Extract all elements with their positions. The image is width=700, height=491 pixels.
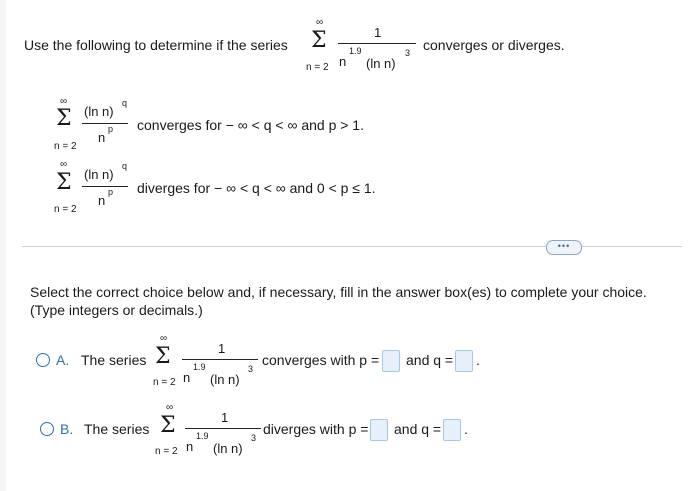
choice-b-verb: diverges with p = (263, 421, 369, 437)
series-ln-part: (ln n) (213, 441, 243, 456)
series-numerator: 1 (221, 410, 229, 425)
more-options-button[interactable]: ••• (546, 240, 582, 255)
left-edge (0, 0, 6, 491)
series-n-base: n (339, 54, 347, 69)
fact-numerator-exponent: q (122, 161, 128, 171)
fact-text: converges for − ∞ < q < ∞ and p > 1. (137, 117, 364, 133)
instructions-line-2: (Type integers or decimals.) (30, 302, 203, 318)
choice-a-p-input[interactable] (382, 350, 400, 372)
summation-icon: Σ (56, 170, 72, 195)
fact-denominator-exponent: p (108, 124, 114, 134)
series-lower-limit: n = 2 (155, 446, 178, 457)
series-n-exponent: 1.9 (349, 46, 362, 56)
fact-numerator-exponent: q (122, 98, 128, 108)
fact-lower-limit: n = 2 (54, 141, 77, 152)
choice-a-verb: converges with p = (262, 352, 380, 368)
fact-upper-limit: ∞ (60, 159, 68, 170)
series-numerator: 1 (374, 25, 382, 40)
series-ln-exponent: 3 (248, 364, 254, 374)
fraction-bar (185, 428, 261, 429)
fraction-bar (82, 186, 128, 187)
series-upper-limit: ∞ (166, 402, 174, 413)
series-n-base: n (183, 370, 191, 385)
choice-a-lead: The series (81, 352, 147, 368)
summation-icon: Σ (311, 28, 327, 53)
series-lower-limit: n = 2 (153, 377, 176, 388)
summation-icon: Σ (160, 413, 176, 438)
choice-b-q-input[interactable] (443, 419, 461, 441)
series-ln-exponent: 3 (251, 433, 257, 443)
fact-numerator-base: (ln n) (84, 167, 114, 182)
series-ln-exponent: 3 (405, 48, 411, 58)
choice-a-end: . (476, 352, 480, 368)
summation-icon: Σ (155, 344, 171, 369)
choice-b-end: . (464, 421, 468, 437)
series-n-base: n (186, 439, 194, 454)
summation-icon: Σ (56, 106, 72, 131)
fraction-bar (82, 123, 128, 124)
fact-denominator-base: n (98, 130, 106, 145)
series-upper-limit: ∞ (160, 333, 168, 344)
choice-b-and-q: and q = (394, 421, 442, 437)
fact-denominator-base: n (98, 193, 106, 208)
series-upper-limit: ∞ (316, 17, 324, 28)
choice-a-q-input[interactable] (455, 350, 473, 372)
fraction-bar (182, 359, 258, 360)
series-ln-part: (ln n) (366, 56, 396, 71)
question-suffix: converges or diverges. (423, 37, 565, 53)
series-lower-limit: n = 2 (306, 62, 329, 73)
fact-lower-limit: n = 2 (54, 204, 77, 215)
series-numerator: 1 (218, 341, 226, 356)
choice-a-and-q: and q = (406, 352, 454, 368)
fact-text: diverges for − ∞ < q < ∞ and 0 < p ≤ 1. (137, 180, 376, 196)
instructions-line-1: Select the correct choice below and, if necessary, fill in the answer box(es) to complete your choice. (30, 284, 647, 300)
fact-upper-limit: ∞ (60, 96, 68, 107)
section-divider (22, 246, 682, 247)
fraction-bar (338, 43, 416, 44)
series-n-exponent: 1.9 (196, 431, 209, 441)
choice-b-p-input[interactable] (370, 419, 388, 441)
question-prefix: Use the following to determine if the series (24, 37, 288, 53)
fact-numerator-base: (ln n) (84, 104, 114, 119)
choice-b-letter[interactable]: B. (60, 421, 74, 437)
choice-a-radio[interactable] (36, 353, 50, 367)
series-ln-part: (ln n) (210, 372, 240, 387)
choice-b-lead: The series (84, 421, 150, 437)
choice-b-radio[interactable] (40, 422, 54, 436)
fact-denominator-exponent: p (108, 187, 114, 197)
series-n-exponent: 1.9 (193, 362, 206, 372)
choice-a-letter[interactable]: A. (56, 352, 70, 368)
